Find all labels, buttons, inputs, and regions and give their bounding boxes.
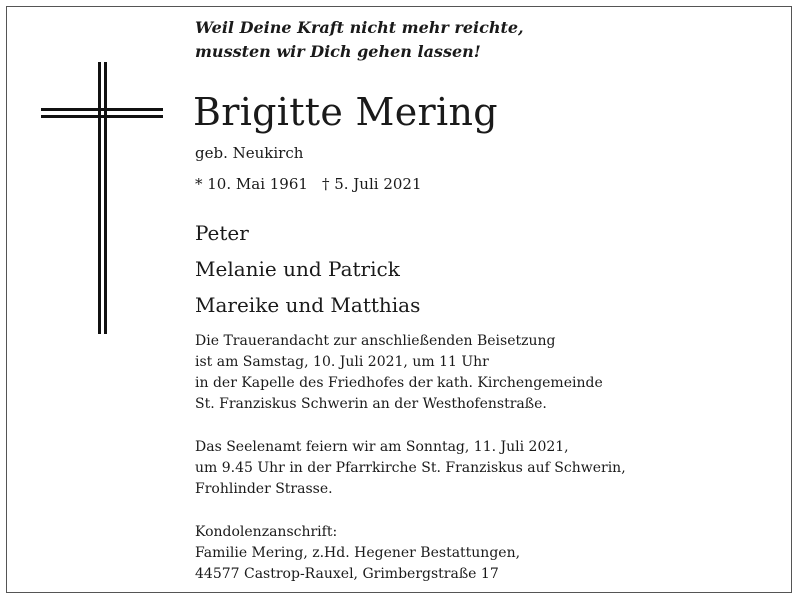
birth-name: geb. Neukirch — [195, 144, 304, 162]
service-line: St. Franziskus Schwerin an der Westhofenstraße. — [195, 396, 547, 412]
mourner: Peter — [195, 221, 249, 245]
mourner: Mareike und Matthias — [195, 293, 421, 317]
address-line: 44577 Castrop-Rauxel, Grimbergstraße 17 — [195, 566, 499, 582]
service-info — [195, 331, 775, 415]
death-date: † 5. Juli 2021 — [321, 175, 422, 193]
motto-line: mussten wir Dich gehen lassen! — [195, 42, 481, 61]
motto-line: Weil Deine Kraft nicht mehr reichte, — [195, 18, 524, 37]
motto — [195, 16, 755, 64]
mass-line: Frohlinder Strasse. — [195, 481, 333, 497]
service-line: in der Kapelle des Friedhofes der kath. Kirchengemeinde — [195, 375, 603, 391]
service-line: Die Trauerandacht zur anschließenden Beisetzung — [195, 333, 556, 349]
mass-line: um 9.45 Uhr in der Pfarrkirche St. Franziskus auf Schwerin, — [195, 460, 626, 476]
mass-info — [195, 437, 775, 500]
birth-date: * 10. Mai 1961 — [195, 175, 308, 193]
address-line: Kondolenzanschrift: — [195, 524, 338, 540]
service-line: ist am Samstag, 10. Juli 2021, um 11 Uhr — [195, 354, 489, 370]
life-dates — [195, 173, 422, 195]
deceased-name: Brigitte Mering — [193, 90, 498, 134]
condolence-address — [195, 522, 775, 585]
address-line: Familie Mering, z.Hd. Hegener Bestattungen, — [195, 545, 521, 561]
mourners-list — [195, 215, 420, 323]
mourner: Melanie und Patrick — [195, 257, 400, 281]
mass-line: Das Seelenamt feiern wir am Sonntag, 11. Juli 2021, — [195, 439, 569, 455]
